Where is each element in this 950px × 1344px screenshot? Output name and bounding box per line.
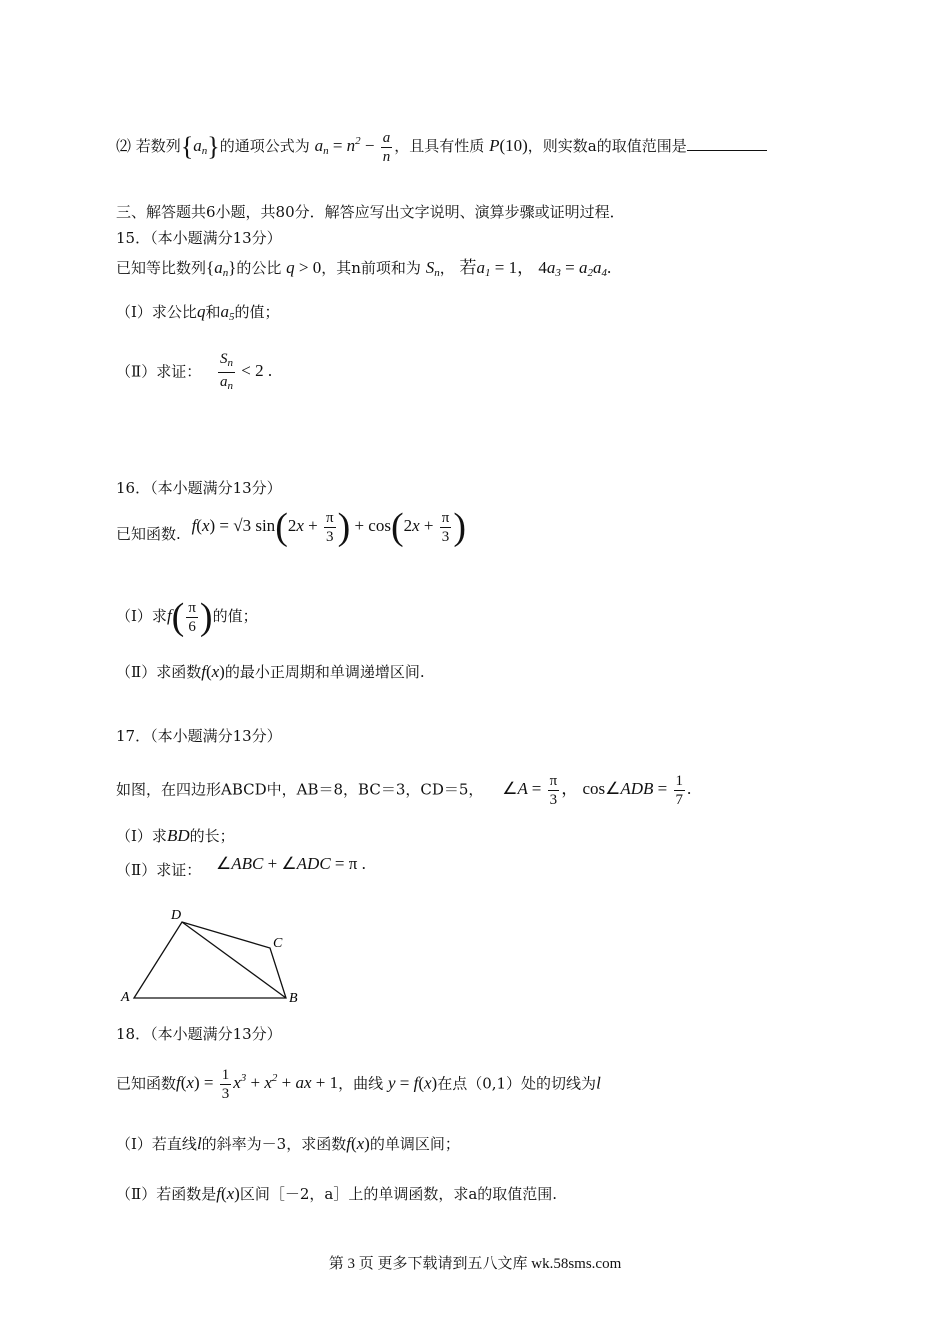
p15-stem-d: ，: [439, 259, 455, 277]
sequence-an-braces: $\{a_n\}$: [180, 132, 220, 161]
section-3-heading: 三、解答题共6小题，共80分．解答应写出文字说明、演算步骤或证明过程．: [116, 203, 625, 221]
p16-function-formula: f(x) = √3 sin(2x + $\frac{\pi}{3}$ ) + cos(2x + $\frac{\pi}{3}$ ): [191, 506, 466, 548]
p18-stem-a: 已知函数: [116, 1074, 177, 1093]
problem-16-part1: [116, 598, 258, 636]
p18-curve: y = f(x): [387, 1073, 438, 1093]
problem-15-part1: [116, 302, 279, 327]
p18-part1-c: 的单调区间；: [369, 1135, 460, 1153]
p15-inequality: $\frac{S_n}{a_n}$ < 2 .: [219, 351, 273, 392]
problem-18-header: 18．（本小题满分13分）: [116, 1025, 282, 1043]
problem-17-part1: [116, 826, 235, 846]
problem-17-stem: [116, 772, 691, 809]
question-2-number: ⑵: [116, 136, 132, 155]
question-2-text-b: 的通项公式为: [219, 136, 310, 155]
p15-ratio-condition: q > 0: [286, 258, 322, 277]
p18-stem-c: 在点（0,1）处的切线为: [437, 1074, 597, 1093]
p17-part2-label: （Ⅱ）求证：: [116, 861, 202, 879]
p15-part1-c: 的值；: [234, 303, 280, 321]
p18-part2-a: （Ⅱ）若函数是: [116, 1185, 217, 1203]
p18-part2-b: 区间［－2，a］上的单调函数，求a的取值范围.: [239, 1185, 558, 1203]
problem-16-stem: [116, 506, 466, 554]
problem-15-part2: [116, 350, 272, 395]
p18-stem-b: ，曲线: [338, 1074, 384, 1093]
p16-f-pi-6: f( $\frac{\pi}{6}$ ): [166, 596, 213, 638]
p15-part2-label: （Ⅱ）求证：: [116, 362, 202, 381]
p15-conditions: 若$a_1 = 1$， $4a_3 = a_2a_4$.: [459, 258, 612, 279]
p17-part1-c: 的长；: [189, 827, 235, 845]
property-p10: P(10): [489, 135, 528, 155]
question-2-line: [116, 128, 767, 166]
p18-function-formula: f(x) = $\frac{1}{3}$ $x^3 + x^2$ + ax + 1: [176, 1067, 339, 1102]
p17-stem-text: 如图，在四边形ABCD中，AB＝8，BC＝3，CD＝5，: [116, 780, 484, 799]
problem-15-header: 15．（本小题满分13分）: [116, 229, 282, 247]
problem-18-part2: [116, 1184, 557, 1204]
p18-part1-l: l: [196, 1134, 202, 1153]
p15-stem-c: ，其n前项和为: [321, 259, 421, 277]
p15-stem-b: 的公比: [236, 259, 282, 277]
p18-part1-b: 的斜率为－3，求函数: [201, 1135, 347, 1153]
p18-part1-fx: f(x): [346, 1134, 370, 1153]
problem-18-stem: [116, 1066, 601, 1103]
p15-sequence: $\{a_n\}$: [206, 258, 237, 279]
p16-part2-b: 的最小正周期和单调递增区间.: [224, 663, 425, 681]
p18-tangent-l: l: [596, 1073, 601, 1093]
general-term-formula: $a_n = n^2$ − $\frac{a}{n}$: [314, 129, 391, 165]
p16-part2-a: （Ⅱ）求函数: [116, 663, 202, 681]
p17-part1-a: （Ⅰ）求: [116, 827, 167, 845]
p17-angle-conditions: ∠A = $\frac{\pi}{3}$ ， cos∠ADB = $\frac{1}{7}$ .: [502, 773, 692, 808]
p16-part1-a: （Ⅰ）求: [116, 606, 167, 625]
p16-stem-text: 已知函数.: [116, 524, 181, 543]
problem-17-header: 17．（本小题满分13分）: [116, 727, 282, 745]
quadrilateral-outline: [134, 922, 286, 998]
problem-16-header: 16．（本小题满分13分）: [116, 479, 282, 497]
p15-stem-a: 已知等比数列: [116, 259, 207, 277]
p18-part1-a: （Ⅰ）若直线: [116, 1135, 197, 1153]
p15-q: q: [196, 302, 206, 321]
p15-sum-sn: $S_n$: [425, 258, 440, 279]
question-2-text-d: ，则实数a的取值范围是: [527, 136, 687, 155]
p18-part2-fx: f(x): [216, 1184, 240, 1203]
p17-bd: BD: [166, 826, 190, 845]
p15-a5: $a_5$: [220, 302, 235, 323]
quadrilateral-figure: [118, 902, 318, 1012]
p15-part1-b: 和: [205, 303, 221, 321]
diagonal-bd: [182, 922, 286, 998]
vertex-label-b: B: [289, 991, 298, 1006]
p17-angle-sum: ∠ABC + ∠ADC = π .: [215, 854, 366, 873]
question-2-text-a: 若数列: [135, 136, 181, 155]
problem-15-stem: [116, 258, 611, 283]
p16-fx: f(x): [201, 662, 225, 681]
vertex-label-a: A: [121, 990, 130, 1005]
vertex-label-c: C: [273, 936, 283, 951]
problem-16-part2: [116, 662, 425, 682]
problem-17-part2: [116, 854, 366, 880]
answer-blank: [687, 136, 767, 151]
p16-part1-b: 的值；: [212, 606, 258, 625]
page-footer: 第 3 页 更多下载请到五八文库 wk.58sms.com: [328, 1256, 622, 1272]
vertex-label-d: D: [171, 908, 182, 923]
problem-18-part1: [116, 1134, 460, 1154]
p15-part1-a: （Ⅰ）求公比: [116, 303, 197, 321]
question-2-text-c: ，且具有性质: [394, 136, 485, 155]
